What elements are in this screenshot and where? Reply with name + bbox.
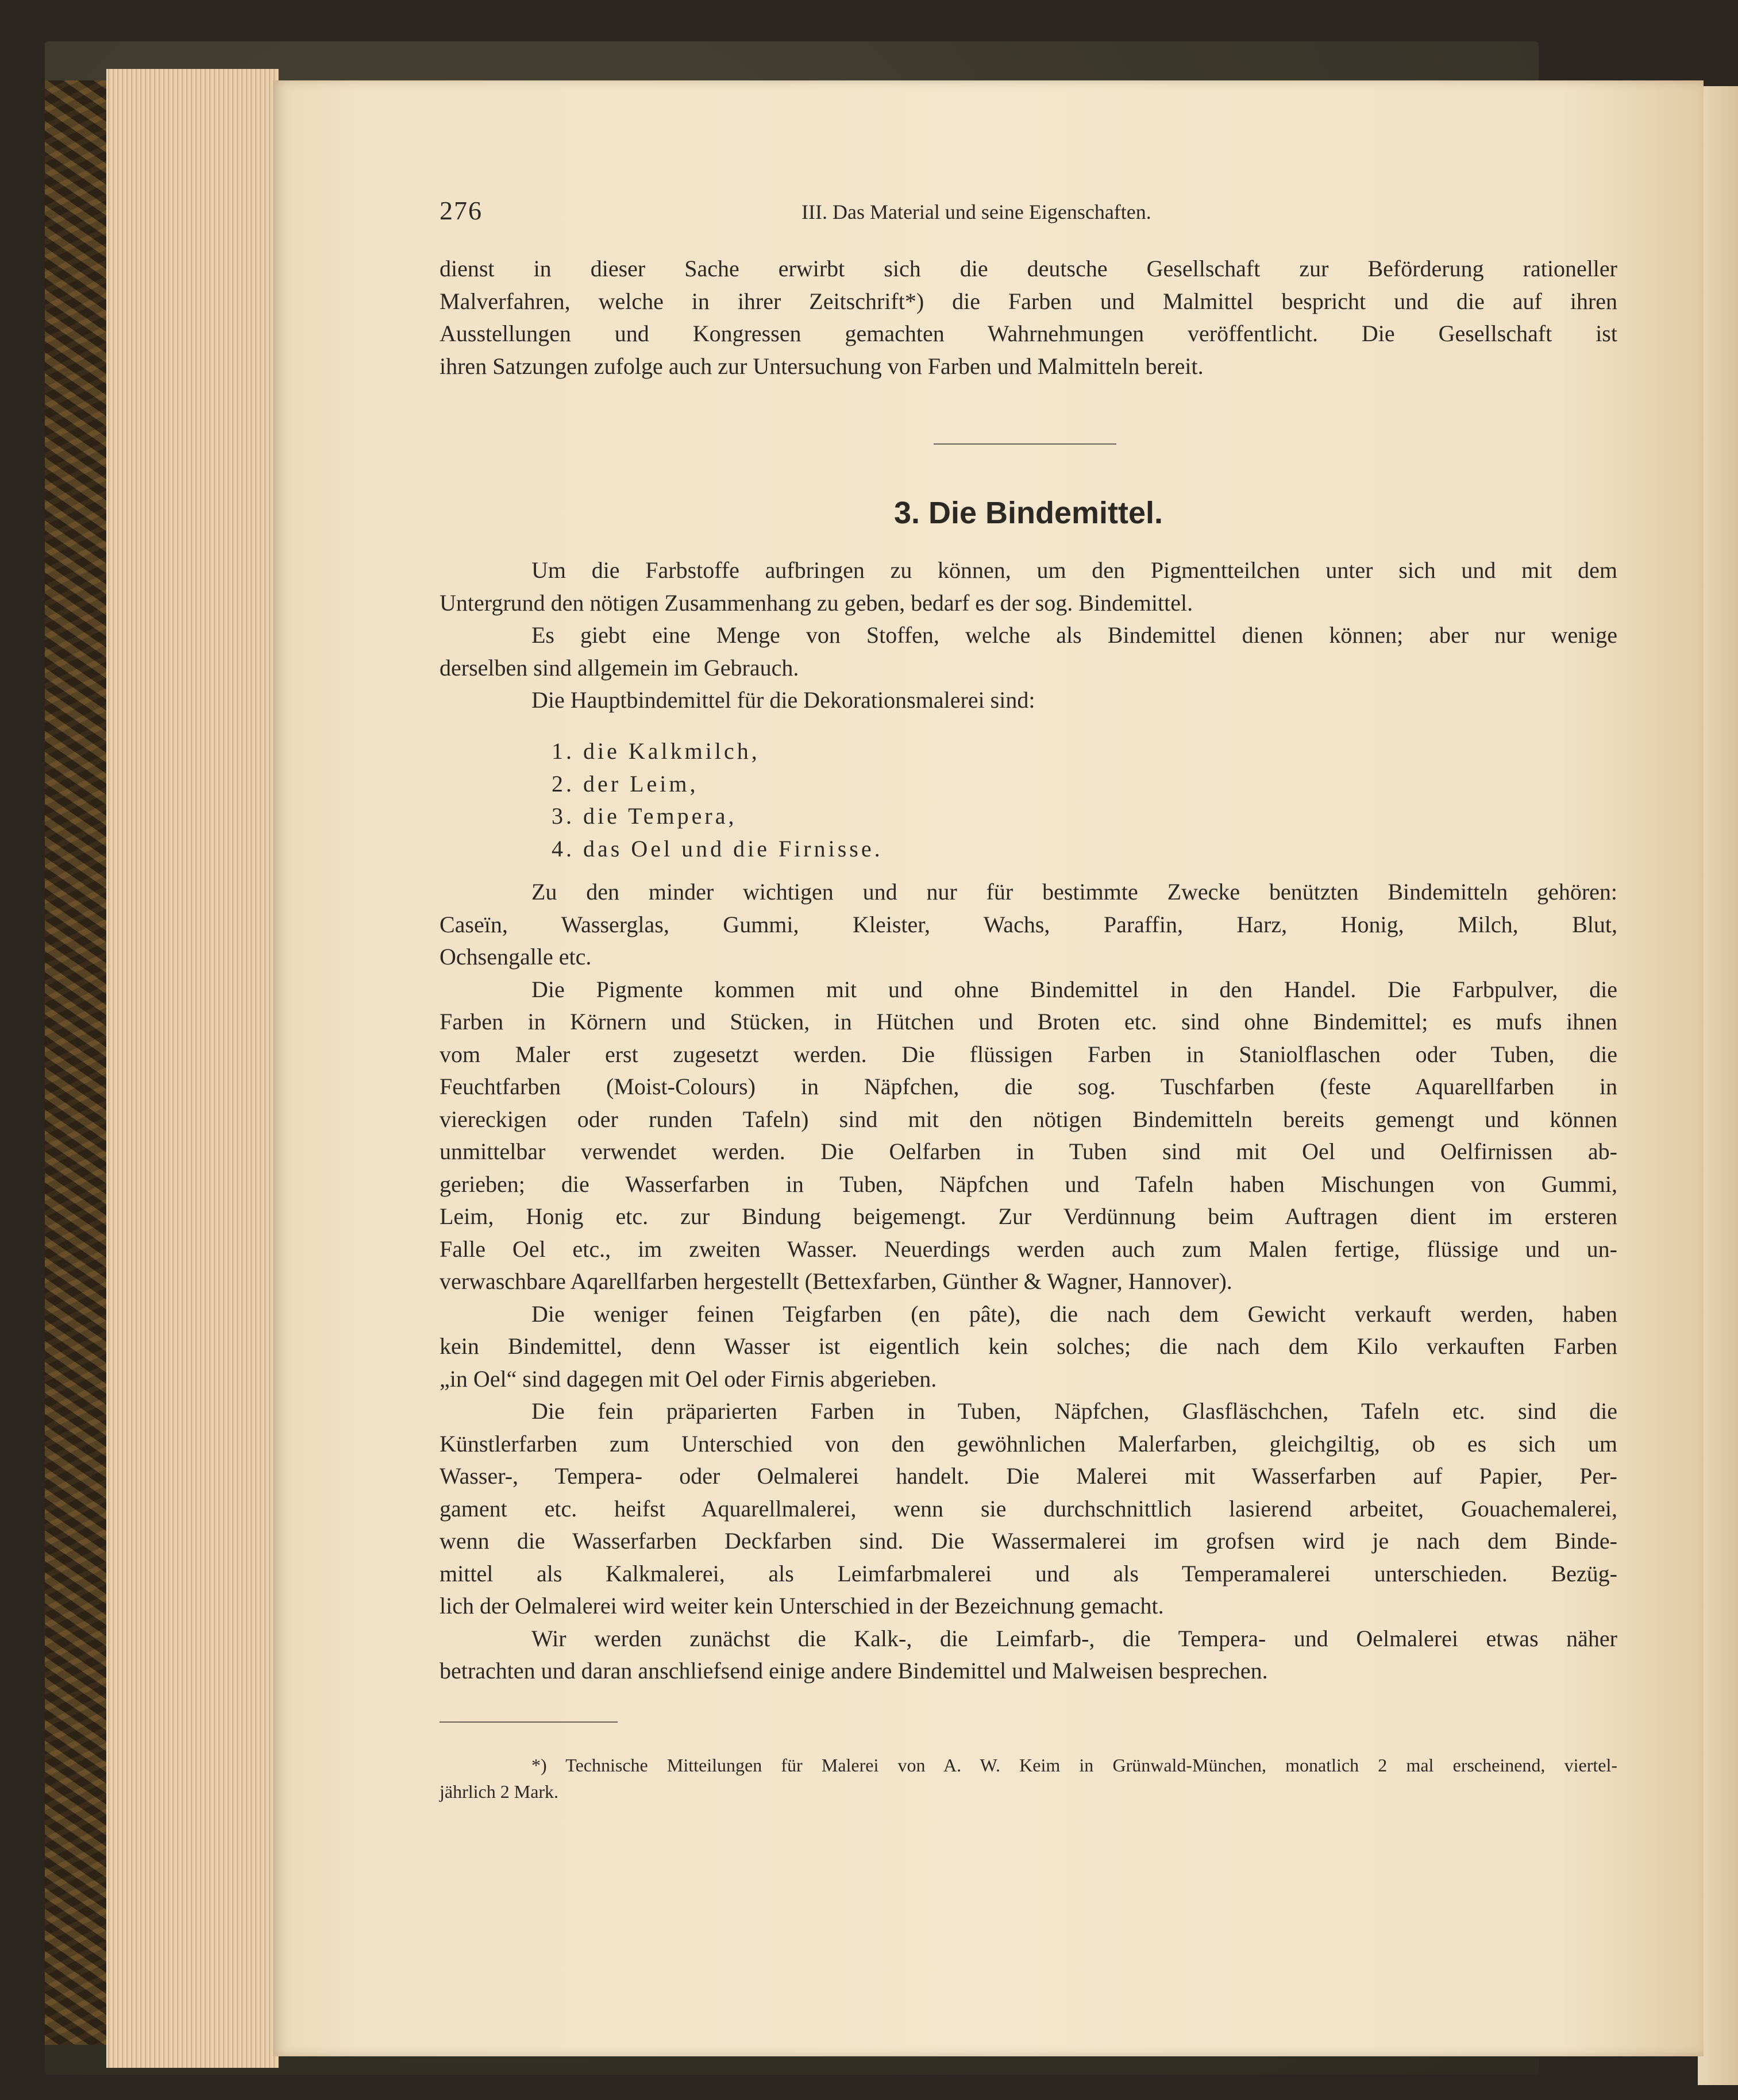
footnote-line: jährlich 2 Mark. [440,1781,559,1802]
text-line: Feuchtfarben (Moist-Colours) in Näpfchen, die sog. Tuschfarben (feste Aquarellfarben in [440,1074,1617,1099]
text-line: mittel als Kalkmalerei, als Leimfarbmalerei und als Temperamalerei unterschieden. Bezüg- [440,1560,1617,1586]
text-line: Caseïn, Wasserglas, Gummi, Kleister, Wachs, Paraffin, Harz, Honig, Milch, Blut, [440,911,1617,937]
text-line: Leim, Honig etc. zur Bindung beigemengt. Zur Verdünnung beim Auftragen dient im ersteren [440,1203,1617,1229]
paragraph-intro-binders [440,554,1617,717]
text-line: unmittelbar verwendet werden. Die Oelfarben in Tuben sind mit Oel und Oelfirnissen ab- [440,1138,1617,1164]
text-line: Die Hauptbindemittel für die Dekorationsmalerei sind: [531,687,1035,713]
paragraph-main [440,876,1617,1688]
running-head: III. Das Material und seine Eigenschaften. [801,200,1151,223]
text-line: Falle Oel etc., im zweiten Wasser. Neuerdings werden auch zum Malen fertige, flüssige und un- [440,1236,1617,1262]
text-line: Malverfahren, welche in ihrer Zeitschrift*) die Farben und Malmittel bespricht und die auf ihren [440,288,1617,314]
text-line: Ochsengalle etc. [440,944,592,970]
footnote-line: *) Technische Mitteilungen für Malerei von A. W. Keim in Grünwald-München, monatlich 2 mal erscheinend, viertel- [531,1755,1617,1775]
intro-paragraph [440,253,1617,383]
text-line: Es giebt eine Menge von Stoffen, welche als Bindemittel dienen können; aber nur wenige [531,622,1617,648]
list-item: 4. das Oel und die Firnisse. [552,835,883,862]
text-line: Zu den minder wichtigen und nur für bestimmte Zwecke benützten Bindemitteln gehören: [531,879,1617,905]
text-line: ihren Satzungen zufolge auch zur Untersuchung von Farben und Malmitteln bereit. [440,353,1204,379]
text-line: Wir werden zunächst die Kalk-, die Leimfarb-, die Tempera- und Oelmalerei etwas näher [531,1625,1617,1651]
facing-page-edge [1698,86,1738,2085]
text-line: dienst in dieser Sache erwirbt sich die deutsche Gesellschaft zur Beförderung rationeller [440,256,1617,281]
page-number: 276 [440,196,483,225]
text-line: lich der Oelmalerei wird weiter kein Unterschied in der Bezeichnung gemacht. [440,1593,1164,1619]
binder-list [552,735,883,865]
text-line: Die fein präparierten Farben in Tuben, Näpfchen, Glasfläschchen, Tafeln etc. sind die [531,1398,1617,1424]
text-line: Wasser-, Tempera- oder Oelmalerei handelt. Die Malerei mit Wasserfarben auf Papier, Per- [440,1463,1617,1489]
text-line: Untergrund den nötigen Zusammenhang zu geben, bedarf es der sog. Bindemittel. [440,589,1193,616]
text-line: derselben sind allgemein im Gebrauch. [440,654,799,681]
text-line: verwaschbare Aqarellfarben hergestellt (Bettexfarben, Günther & Wagner, Hannover). [440,1268,1232,1294]
list-item: 3. die Tempera, [552,803,737,829]
text-line: gament etc. heifst Aquarellmalerei, wenn sie durchschnittlich lasierend arbeitet, Gouachemalerei, [440,1495,1617,1522]
text-line: „in Oel“ sind dagegen mit Oel oder Firnis abgerieben. [440,1365,937,1392]
footnote-rule [440,1721,618,1723]
text-line: Ausstellungen und Kongressen gemachten Wahrnehmungen veröffentlicht. Die Gesellschaft ist [440,321,1617,346]
text-line: kein Bindemittel, denn Wasser ist eigentlich kein solches; die nach dem Kilo verkauften Farben [440,1333,1617,1359]
text-line: Die weniger feinen Teigfarben (en pâte), die nach dem Gewicht verkauft werden, haben [531,1300,1617,1327]
list-item: 2. der Leim, [552,770,699,797]
text-line: wenn die Wasserfarben Deckfarben sind. Die Wassermalerei im grofsen wird je nach dem Binde- [440,1528,1617,1554]
list-item: 1. die Kalkmilch, [552,738,760,764]
page-stack-edge [106,69,279,2068]
text-line: betrachten und daran anschliefsend einige andere Bindemittel und Malweisen besprechen. [440,1658,1268,1684]
text-line: Die Pigmente kommen mit und ohne Bindemittel in den Handel. Die Farbpulver, die [531,976,1617,1002]
text-line: vom Maler erst zugesetzt werden. Die flüssigen Farben in Staniolflaschen oder Tuben, die [440,1041,1617,1067]
page-header [440,195,1267,230]
marbled-binding [45,80,108,2045]
text-line: viereckigen oder runden Tafeln) sind mit den nötigen Bindemitteln bereits gemengt und können [440,1106,1617,1132]
footnote [440,1752,1617,1805]
text-line: Künstlerfarben zum Unterschied von den gewöhnlichen Malerfarben, gleichgiltig, ob es sich um [440,1430,1617,1457]
text-line: Um die Farbstoffe aufbringen zu können, um den Pigmentteilchen unter sich und mit dem [531,557,1617,583]
text-line: Farben in Körnern und Stücken, in Hütchen und Broten etc. sind ohne Bindemittel; es mufs ihnen [440,1009,1617,1034]
text-line: gerieben; die Wasserfarben in Tuben, Näpfchen und Tafeln haben Mischungen von Gummi, [440,1171,1617,1197]
section-heading: 3. Die Bindemittel. [893,496,1163,530]
section-divider [934,443,1116,445]
